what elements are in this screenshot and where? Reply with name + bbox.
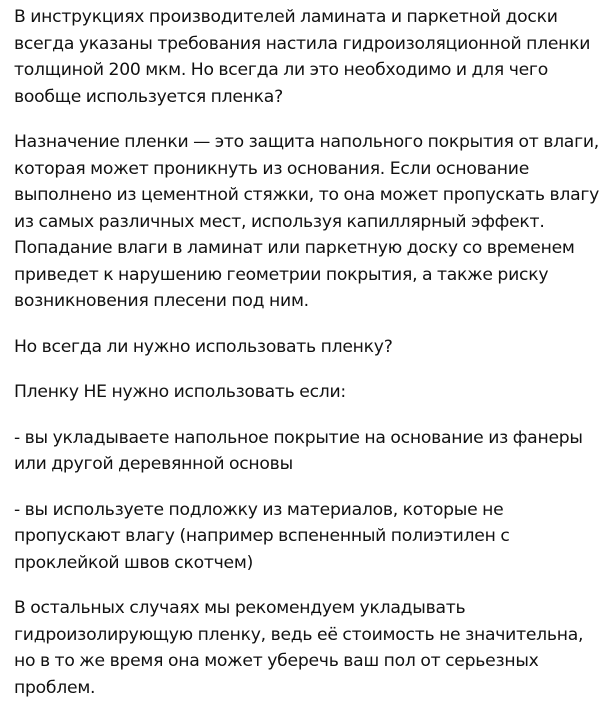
paragraph-purpose: Назначение пленки — это защита напольного покрытия от влаги, которая может проникнуть из основания. Если основание выполнено из цементной стяжки, то она может пропускать влагу из самых различных мест, используя капиллярный эффект. Попадание влаги в ламинат или паркетную доску со временем приведет к нарушению геометрии покрытия, а также риску возникновения плесени под ним. (14, 132, 600, 311)
paragraph-intro: В инструкциях производителей ламината и паркетной доски всегда указаны требования настила гидроизоляционной пленки толщиной 200 мкм. Но всегда ли это необходимо и для чего вообще используется пленка? (14, 7, 591, 107)
list-item-underlay: - вы используете подложку из материалов, которые не пропускают влагу (например вспененный полиэтилен с проклейкой швов скотчем) (14, 499, 510, 573)
article-body (14, 0, 608, 720)
paragraph-question: Но всегда ли нужно использовать пленку? (14, 336, 393, 357)
list-item-plywood: - вы укладываете напольное покрытие на основание из фанеры или другой деревянной основы (14, 427, 583, 474)
paragraph-recommendation: В остальных случаях мы рекомендуем укладывать гидроизолирующую пленку, ведь её стоимость не значительна, но в то же время она может уберечь ваш пол от серьезных проблем. (14, 598, 584, 698)
paragraph-conditions-heading: Пленку НЕ нужно использовать если: (14, 382, 346, 402)
